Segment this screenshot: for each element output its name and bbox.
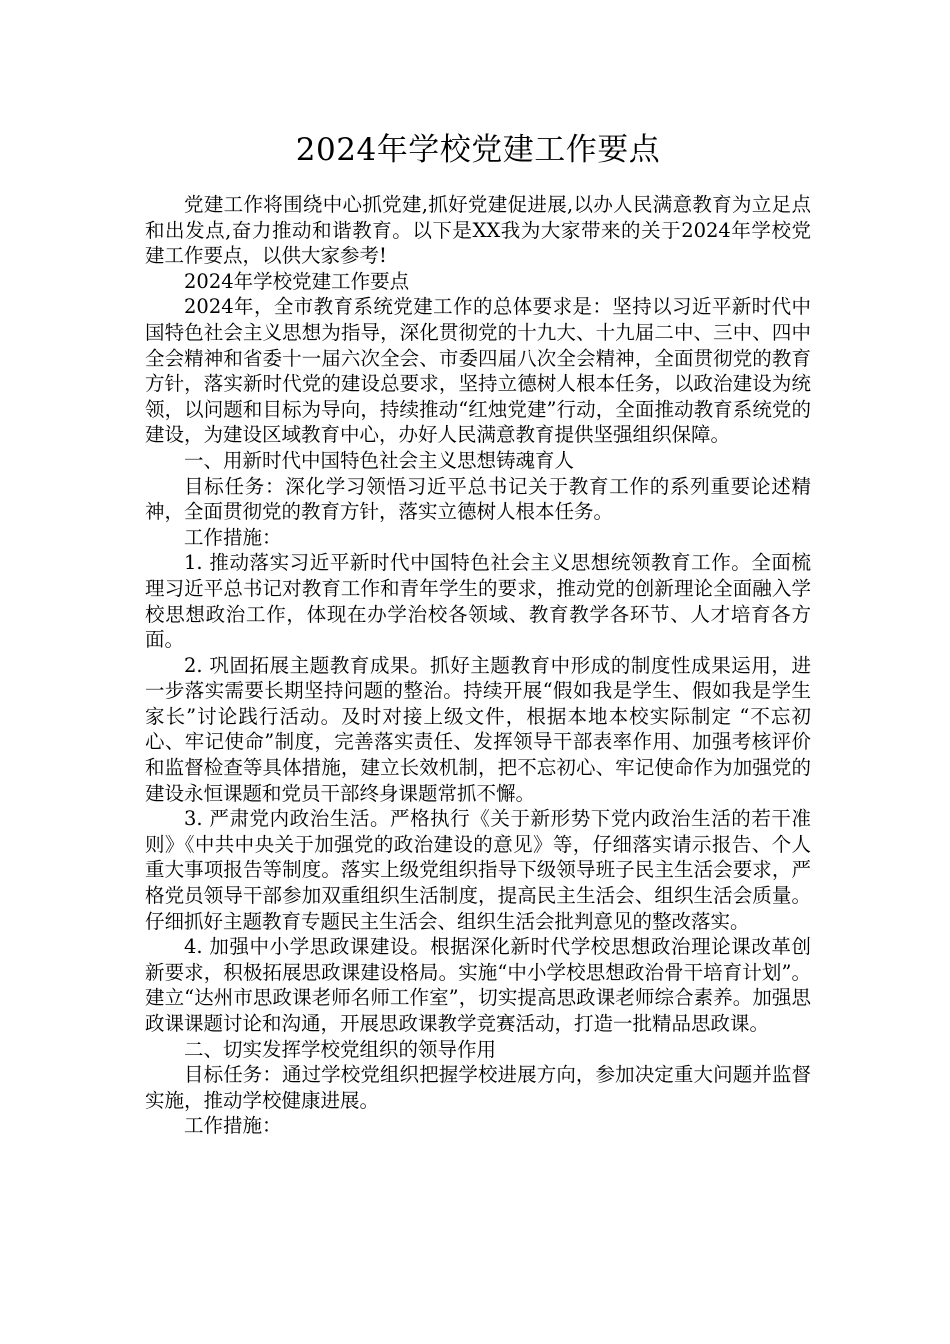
goal-paragraph-2: 目标任务：通过学校党组织把握学校进展方向，参加决定重大问题并监督实施，推动学校健康进展。 xyxy=(145,1063,811,1112)
measure-item-4: 4. 加强中小学思政课建设。根据深化新时代学校思想政治理论课改革创新要求，积极拓展思政课建设格局。实施“中小学校思想政治骨干培育计划”。建立“达州市思政课老师名师工作室”，切实提高思政课老师综合素养。加强思政课课题讨论和沟通，开展思政课教学竞赛活动，打造一批精品思政课。 xyxy=(145,935,811,1035)
measures-label-2: 工作措施： xyxy=(184,1114,282,1138)
section-heading-2: 二、切实发挥学校党组织的领导作用 xyxy=(184,1037,497,1061)
subtitle-line: 2024年学校党建工作要点 xyxy=(184,269,410,293)
goal-paragraph-1: 目标任务：深化学习领悟习近平总书记关于教育工作的系列重要论述精神，全面贯彻党的教育方针，落实立德树人根本任务。 xyxy=(145,474,811,524)
section-heading-1: 一、用新时代中国特色社会主义思想铸魂育人 xyxy=(184,448,575,472)
intro-paragraph: 党建工作将围绕中心抓党建,抓好党建促进展,以办人民满意教育为立足点和出发点,奋力推动和谐教育。以下是XX我为大家带来的关于2024年学校党建工作要点，以供大家参考! xyxy=(145,193,811,268)
measure-item-3: 3. 严肃党内政治生活。严格执行《关于新形势下党内政治生活的若干准则》《中共中央关于加强党的政治建设的意见》等，仔细落实请示报告、个人重大事项报告等制度。落实上级党组织指导下级领导班子民主生活会要求，严格党员领导干部参加双重组织生活制度，提高民主生活会、组织生活会质量。仔细抓好主题教育专题民主生活会、组织生活会批判意见的整改落实。 xyxy=(145,807,811,933)
document-page xyxy=(145,128,811,1139)
measures-label-1: 工作措施： xyxy=(184,525,282,549)
measure-item-2: 2. 巩固拓展主题教育成果。抓好主题教育中形成的制度性成果运用，进一步落实需要长期坚持问题的整治。持续开展“假如我是学生、假如我是学生家长”讨论践行活动。及时对接上级文件，根据本地本校实际制定 “不忘初心、牢记使命”制度，完善落实责任、发挥领导干部表率作用、加强考核评价和监督检查等具体措施，建立长效机制，把不忘初心、牢记使命作为加强党的建设永恒课题和党员干部终身课题常抓不懈。 xyxy=(145,653,811,805)
document-body xyxy=(145,192,811,1139)
overall-requirements-paragraph: 2024年，全市教育系统党建工作的总体要求是：坚持以习近平新时代中国特色社会主义思想为指导，深化贯彻党的十九大、十九届二中、三中、四中全会精神和省委十一届六次全会、市委四届八次全会精神，全面贯彻党的教育方针，落实新时代党的建设总要求，坚持立德树人根本任务，以政治建设为统领，以问题和目标为导向，持续推动“红烛党建”行动，全面推动教育系统党的建设，为建设区域教育中心，办好人民满意教育提供坚强组织保障。 xyxy=(145,295,811,447)
document-title: 2024年学校党建工作要点 xyxy=(295,132,661,168)
measure-item-1: 1. 推动落实习近平新时代中国特色社会主义思想统领教育工作。全面梳理习近平总书记对教育工作和青年学生的要求，推动党的创新理论全面融入学校思想政治工作，体现在办学治校各领域、教育教学各环节、人才培育各方面。 xyxy=(145,551,811,652)
